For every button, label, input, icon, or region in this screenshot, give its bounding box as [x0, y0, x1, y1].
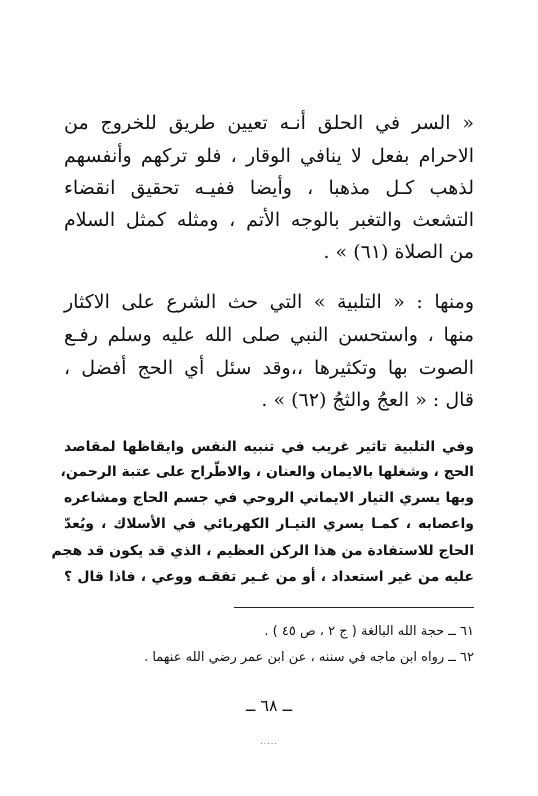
paragraph-1-line-4: التشعث والتغبر بالوجه الأتم ، ومثله كمثل السلام [64, 209, 474, 231]
footnote-62: ٦٢ ــ رواه ابن ماجه في سننه ، عن ابن عمر رضي الله عنهما . [144, 650, 474, 665]
footnote-divider [234, 607, 474, 608]
paragraph-2-line-2: منها ، واستحسن النبي صلى الله عليه وسلم رفـع [64, 324, 474, 346]
page-number: ــ ٦٨ ــ [245, 696, 293, 715]
paragraph-1-line-1: « السر في الحلق أنـه تعيين طريق للخروج من [64, 112, 474, 134]
paragraph-3-line-2: الحج ، وشغلها بالايمان والعنان ، والاطّراح على عتبة الرحمن، [60, 464, 474, 480]
paragraph-3-line-6: عليه من غير استعداد ، أو من غـير تفقـه ووعي ، فاذا قال ؟ [64, 569, 474, 585]
bottom-dotted-mark: ..... [260, 737, 278, 746]
paragraph-3-line-4: واعصابه ، كمـا يسري التيـار الكهربائي في الأسلاك ، ويُعدّ [64, 516, 474, 532]
paragraph-3-line-3: وبها يسري التيار الايماني الروحي في جسم الحاج ومشاعره [64, 490, 474, 506]
paragraph-3-line-5: الحاج للاستفادة من هذا الركن العظيم ، الذي قد يكون قد هجم [51, 543, 474, 559]
paragraph-1-line-5: من الصلاة (٦١) » . [323, 241, 474, 263]
footnote-61: ٦١ ــ حجة الله البالغة ( ج ٢ ، ص ٤٥ ) . [264, 624, 474, 639]
paragraph-2-line-1: ومنها : « التلبية » التي حث الشرع على الاكثار [64, 291, 474, 313]
paragraph-2-line-3: الصوت بها وتكثيرها ،،وقد سئل أي الحج أفضل ، [64, 357, 474, 379]
paragraph-2-line-4: قال : « العجُ والثجُ (٦٢) » . [261, 389, 474, 411]
paragraph-1-line-2: الاحرام بفعل لا ينافي الوقار ، فلو تركهم وأنفسهم [64, 145, 474, 167]
paragraph-1-line-3: لذهب كـل مذهبا ، وأيضا ففيـه تحقيق انقضاء [64, 177, 474, 199]
paragraph-3-line-1: وفي التلبية تاثير غريب في تنبيه النفس وايقاظها لمقاصد [64, 439, 474, 455]
